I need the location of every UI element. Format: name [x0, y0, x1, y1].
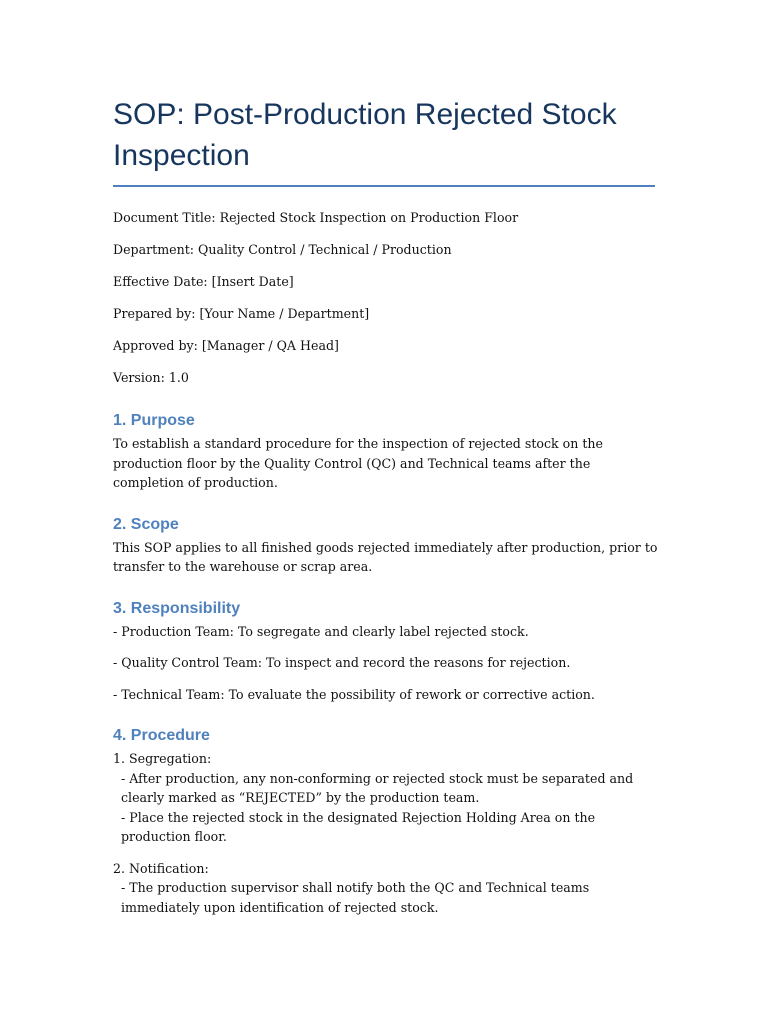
meta-department: Department: Quality Control / Technical / Production [113, 242, 452, 257]
section-paragraph: To establish a standard procedure for the inspection of rejected stock on the production floor by the Quality Control (QC) and Technical teams after the completion of production. [113, 436, 603, 490]
document-metadata [113, 208, 658, 388]
meta-approved-by: Approved by: [Manager / QA Head] [113, 338, 339, 353]
meta-effective-date: Effective Date: [Insert Date] [113, 274, 294, 289]
section-scope [113, 514, 658, 577]
list-item: - Quality Control Team: To inspect and record the reasons for rejection. [113, 655, 571, 670]
list-item: - Technical Team: To evaluate the possibility of rework or corrective action. [113, 686, 595, 702]
meta-document-title: Document Title: Rejected Stock Inspection on Production Floor [113, 210, 519, 225]
step-line: - The production supervisor shall notify both the QC and Technical teams immediately upon identification of rejected stock. [121, 880, 590, 915]
section-purpose [113, 410, 658, 493]
list-item: - Production Team: To segregate and clearly label rejected stock. [113, 623, 529, 639]
procedure-step [113, 749, 658, 847]
section-heading: 4. Procedure [113, 727, 210, 744]
step-title: 2. Notification: [113, 860, 209, 876]
meta-prepared-by: Prepared by: [Your Name / Department] [113, 306, 370, 321]
section-paragraph: This SOP applies to all finished goods rejected immediately after production, prior to transfer to the warehouse or scrap area. [113, 539, 658, 574]
document-page [113, 0, 658, 929]
procedure-step [113, 859, 658, 918]
section-procedure [113, 725, 658, 917]
step-line: - Place the rejected stock in the designated Rejection Holding Area on the production floor. [121, 809, 596, 844]
section-responsibility [113, 598, 658, 705]
step-title: 1. Segregation: [113, 751, 212, 766]
section-heading: 2. Scope [113, 515, 179, 533]
meta-version: Version: 1.0 [113, 370, 189, 385]
section-heading: 1. Purpose [113, 412, 195, 429]
step-line: - After production, any non-conforming or rejected stock must be separated and clearly marked as “REJECTED” by the production team. [121, 770, 634, 805]
document-title: SOP: Post-Production Rejected Stock Inspection [113, 94, 655, 187]
section-heading: 3. Responsibility [113, 599, 241, 617]
